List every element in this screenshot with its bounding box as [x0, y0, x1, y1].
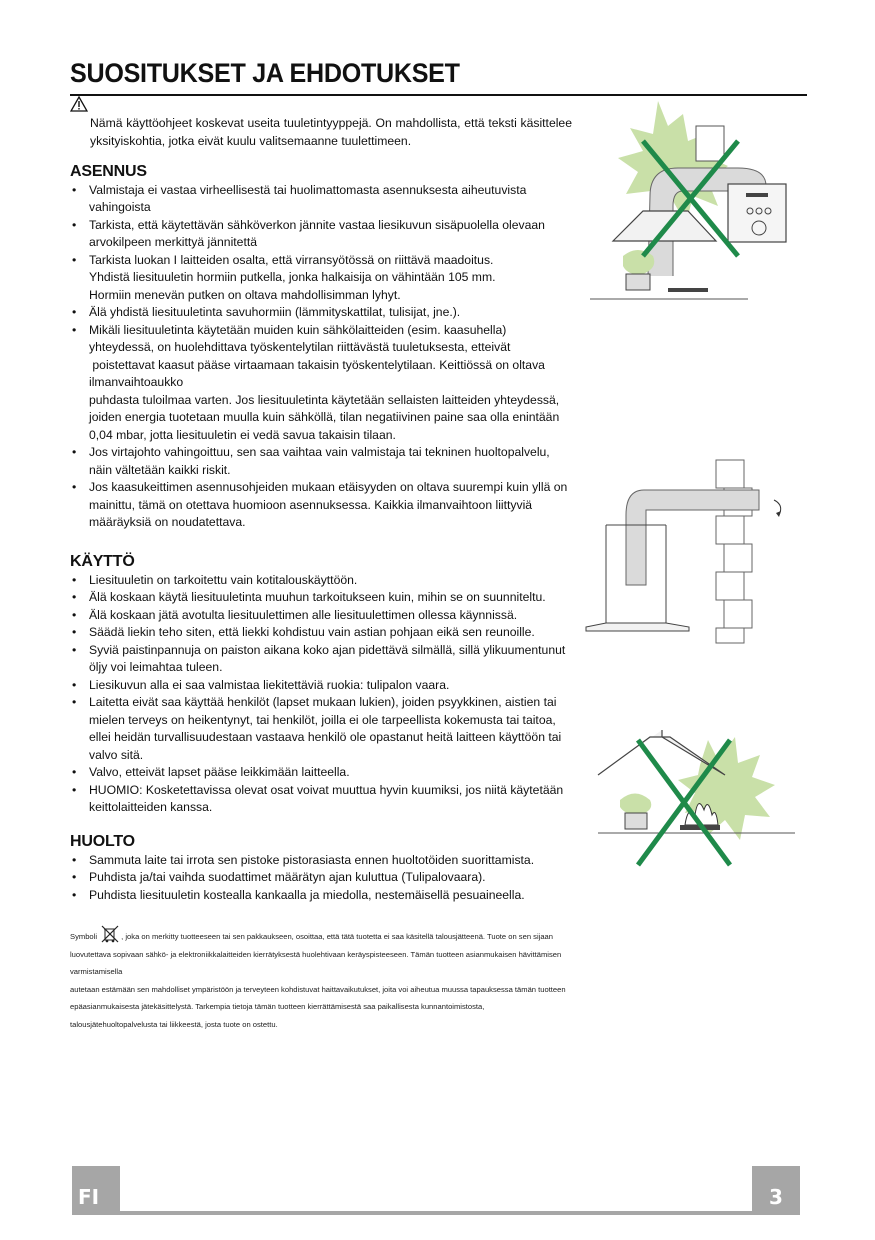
section-heading-asennus: ASENNUS: [70, 163, 147, 180]
footer-bar: [72, 1211, 800, 1215]
list-item: • Syviä paistinpannuja on paiston aikana koko ajan pidettävä silmällä, sillä ylikuumentunut öljy voi leimahtaa tuleen.: [70, 642, 572, 677]
hood-icon: [613, 211, 716, 241]
list-item: • Älä koskaan käytä liesituuletinta muuhun tarkoitukseen kuin, mihin se on suunniteltu.: [70, 589, 572, 607]
list-item: • Sammuta laite tai irrota sen pistoke pistorasiasta ennen huoltotöiden suorittamista.: [70, 852, 572, 870]
list-item: • Valmistaja ei vastaa virheellisestä tai huolimattomasta asennuksesta aiheutuvista vahingoista: [70, 182, 572, 217]
list-item-continuation: Yhdistä liesituuletin hormiin putkella, jonka halkaisija on vähintään 105 mm.: [89, 270, 496, 284]
list-item: • Tarkista, että käytettävän sähköverkon jännite vastaa liesikuvun sisäpuolella olevaan arvokilpeen merkittyä jännitettä: [70, 217, 572, 252]
pot-icon: [626, 274, 650, 290]
list-item: • HUOMIO: Kosketettavissa olevat osat voivat muuttua hyvin kuumiksi, jos niitä käytetään keittolaitteiden kanssa.: [70, 782, 572, 817]
page-number: 3: [752, 1166, 800, 1214]
disposal-text-2: autetaan estämään sen mahdolliset ympäristöön ja terveyteen kohdistuvat haittavaikutukset, joita voi aiheutua muussa tapauksessa tämän tuotteen epäasianmukaisesta jätekäsittelystä. Tarkempia tietoja tämän tuotteen kierrättämisestä saa paikallisesta kunnantoimistosta, talousjätehuoltopalvelusta tai liikkeestä, josta tuote on ostettu.: [70, 984, 566, 1029]
list-item: • Liesituuletin on tarkoitettu vain kotitalouskäyttöön.: [70, 572, 572, 590]
list-item: • Jos kaasukeittimen asennusohjeiden mukaan etäisyyden on oltava suurempi kuin yllä on mainittu, tämä on otettava huomioon asennuksessa. Kaikkia ilmanvaihtoon liittyviä määräyksiä on noudatettava.: [70, 479, 572, 532]
huolto-list: [70, 852, 572, 905]
list-item: • Älä koskaan jätä avotulta liesituulettimen alle liesituulettimen ollessa käynnissä.: [70, 607, 572, 625]
list-item: • Liesikuvun alla ei saa valmistaa liekitettäviä ruokia: tulipalon vaara.: [70, 677, 572, 695]
pot-icon: [625, 813, 647, 829]
warning-icon: [70, 96, 88, 112]
list-item: • Valvo, etteivät lapset pääse leikkimään laitteella.: [70, 764, 572, 782]
illustration-hood-wall-duct: [584, 455, 799, 650]
intro-paragraph: Nämä käyttöohjeet koskevat useita tuuletintyyppejä. On mahdollista, että teksti käsittelee yksityiskohtia, jotka eivät kuulu valitsemaanne tuulettimeen.: [90, 116, 572, 148]
disposal-text-1: , joka on merkitty tuotteeseen tai sen pakkaukseen, osoittaa, että tätä tuotetta ei saa käsitellä talousjätteenä. Tuote on sen sijaan luovutettava sopivaan sähkö- ja elektroniikkalaitteiden kierrätyksestä huolehtivaan keräyspisteeseen. Tämän tuotteen asianmukaisen hävittämisen varmistamisella: [70, 932, 562, 976]
hood-icon: [586, 623, 689, 631]
list-item: • Mikäli liesituuletinta käytetään muiden kuin sähkölaitteiden (esim. kaasuhella) yhteydessä, on huolehdittava työskentelytilan riittävästä tuuletuksesta, etteivät poistettavat kaasut pääse virtaamaan takaisin työskentelytilaan. Keittiössä on oltava ilmanvaihtoaukko puhdasta tuloilmaa varten. Jos liesituuletinta käytetään sellaisten laitteiden yhteydessä, joiden energia tuotetaan muulla kuin sähköllä, tilan negatiivinen paine saa olla enintään 0,04 mbar, jotta liesituuletin ei vedä savua takaisin tilaan.: [70, 322, 572, 445]
list-item-continuation: puhdasta tuloilmaa varten. Jos liesituuletinta käytetään sellaisten laitteiden yhteydessä, joiden energia tuotetaan muulla kuin sähköllä, tilan negatiivinen paine saa olla enintään 0,04 mbar, jotta liesituuletin ei vedä savua takaisin tilaan.: [89, 392, 560, 442]
illustration-hood-chimney: [588, 96, 803, 306]
kaytto-list: [70, 572, 572, 817]
list-item: • Älä yhdistä liesituuletinta savuhormiin (lämmityskattilat, tulisijat, jne.).: [70, 304, 572, 322]
disposal-notice: [70, 925, 572, 1033]
section-asennus: [70, 163, 572, 532]
asennus-list: [70, 182, 572, 532]
list-item-continuation: Hormiin menevän putken on oltava mahdollisimman lyhyt.: [89, 287, 401, 302]
list-item: • Puhdista liesituuletin kostealla kankaalla ja miedolla, nestemäisellä pesuaineella.: [70, 887, 572, 905]
disposal-prefix: Symboli: [70, 932, 98, 941]
section-heading-huolto: HUOLTO: [70, 833, 135, 850]
list-item-continuation: poistettavat kaasut pääse virtaamaan takaisin työskentelytilaan. Keittiössä on oltava ilmanvaihtoaukko: [89, 357, 549, 389]
section-huolto: [70, 833, 572, 904]
list-item: • Jos virtajohto vahingoittuu, sen saa vaihtaa vain valmistaja tai tekninen huoltopalvelu, näin vältetään kaikki riskit.: [70, 444, 572, 479]
list-item: • Säädä liekin teho siten, että liekki kohdistuu vain astian pohjaan eikä sen reunoille.: [70, 624, 572, 642]
illustration-no-flambe: [590, 725, 805, 870]
language-label: FI: [72, 1166, 120, 1214]
list-item: • Puhdista ja/tai vaihda suodattimet määrätyn ajan kuluttua (Tulipalovaara).: [70, 869, 572, 887]
list-item: • Tarkista luokan I laitteiden osalta, että virransyötössä on riittävä maadoitus. Yhdistä liesituuletin hormiin putkella, jonka halkaisija on vähintään 105 mm. Hormiin menevän putken on oltava mahdollisimman lyhyt.: [70, 252, 572, 305]
page-title: SUOSITUKSET JA EHDOTUKSET: [70, 58, 460, 88]
section-kaytto: [70, 553, 572, 817]
section-heading-kaytto: KÄYTTÖ: [70, 553, 135, 570]
list-item: • Laitetta eivät saa käyttää henkilöt (lapset mukaan lukien), joiden psyykkinen, aistien tai mielen terveys on heikentynyt, tai henkilöt, joilla ei ole tarpeellista kokemusta tai taitoa, ellei heidän turvallisuudestaan vastaava henkilö ole opastanut heitä laitteen käyttöön tai valvo sitä.: [70, 694, 572, 764]
crossed-bin-icon: [99, 925, 121, 943]
